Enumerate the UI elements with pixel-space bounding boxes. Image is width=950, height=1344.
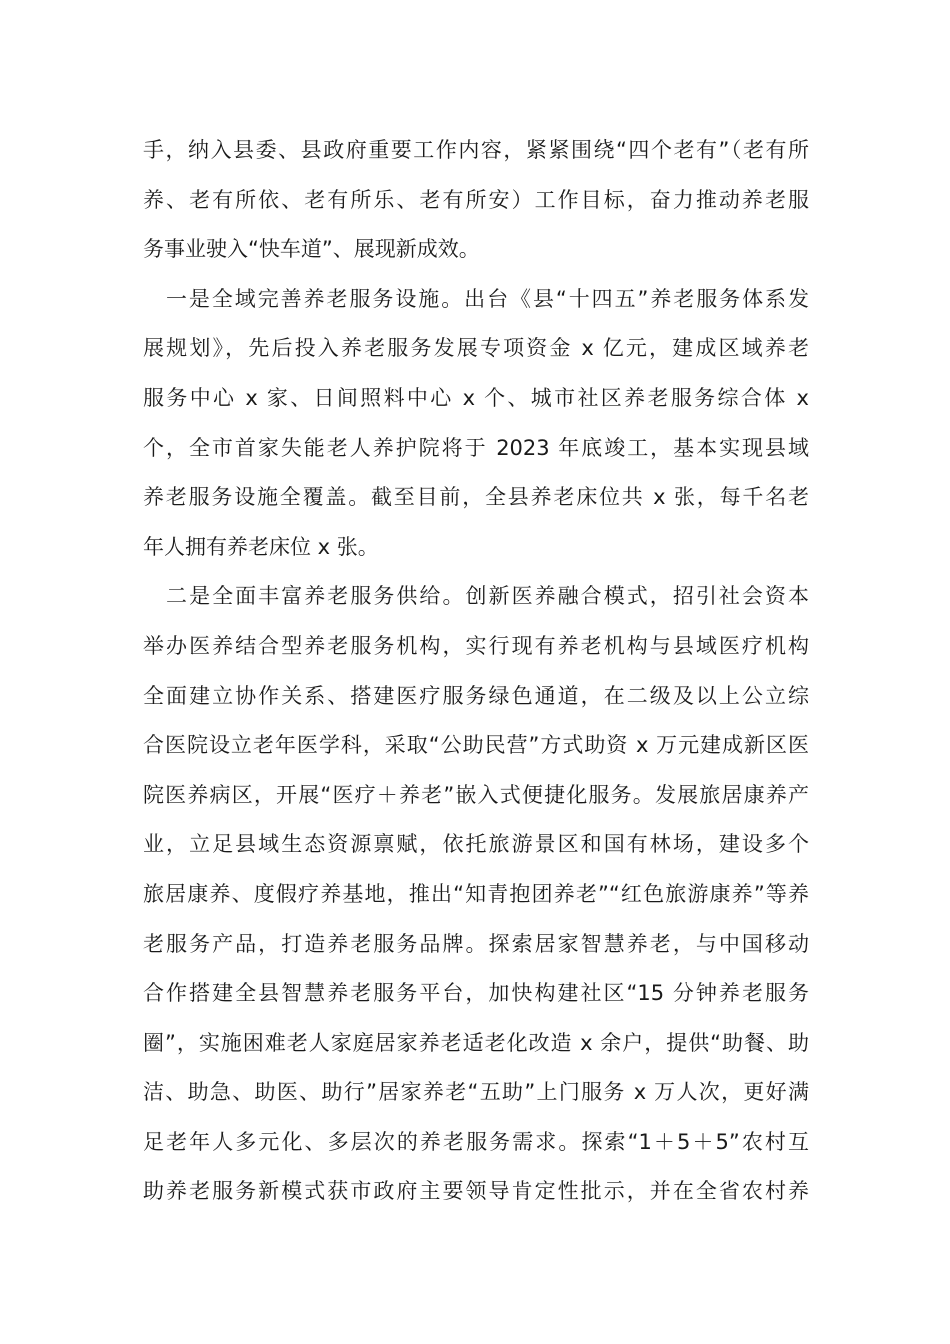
text-line: 洁、助急、助医、助行”居家养老“五助”上门服务 x 万人次，更好满 bbox=[143, 1080, 809, 1105]
text-line: 合作搭建全县智慧养老服务平台，加快构建社区“15 分钟养老服务 bbox=[143, 981, 809, 1006]
text-line: 展规划》，先后投入养老服务发展专项资金 x 亿元，建成区域养老 bbox=[143, 336, 809, 361]
text-line: 服务中心 x 家、日间照料中心 x 个、城市社区养老服务综合体 x bbox=[143, 385, 809, 410]
text-line: 举办医养结合型养老服务机构，实行现有养老机构与县域医疗机构 bbox=[143, 633, 809, 658]
text-line: 养老服务设施全覆盖。截至目前，全县养老床位共 x 张，每千名老 bbox=[143, 485, 809, 510]
text-line: 年人拥有养老床位 x 张。 bbox=[143, 534, 379, 559]
text-line: 老服务产品，打造养老服务品牌。探索居家智慧养老，与中国移动 bbox=[143, 931, 809, 956]
text-line: 养、老有所依、老有所乐、老有所安）工作目标，奋力推动养老服 bbox=[143, 187, 809, 212]
text-line: 全面建立协作关系、搭建医疗服务绿色通道，在二级及以上公立综 bbox=[143, 683, 809, 708]
text-line: 二是全面丰富养老服务供给。创新医养融合模式，招引社会资本 bbox=[143, 584, 809, 609]
text-line: 助养老服务新模式获市政府主要领导肯定性批示，并在全省农村养 bbox=[143, 1179, 809, 1204]
text-line: 合医院设立老年医学科，采取“公助民营”方式助资 x 万元建成新区医 bbox=[143, 733, 809, 758]
text-line: 个，全市首家失能老人养护院将于 2023 年底竣工，基本实现县域 bbox=[143, 435, 809, 460]
text-line: 足老年人多元化、多层次的养老服务需求。探索“1＋5＋5”农村互 bbox=[143, 1129, 809, 1154]
text-line: 圈”，实施困难老人家庭居家养老适老化改造 x 余户，提供“助餐、助 bbox=[143, 1030, 809, 1055]
text-line: 旅居康养、度假疗养基地，推出“知青抱团养老”“红色旅游康养”等养 bbox=[143, 881, 809, 906]
text-line: 院医养病区，开展“医疗＋养老”嵌入式便捷化服务。发展旅居康养产 bbox=[143, 782, 809, 807]
text-line: 手，纳入县委、县政府重要工作内容，紧紧围绕“四个老有”（老有所 bbox=[143, 138, 809, 162]
text-line: 业，立足县域生态资源禀赋，依托旅游景区和国有林场，建设多个 bbox=[143, 832, 809, 857]
text-line: 务事业驶入“快车道”、展现新成效。 bbox=[143, 237, 480, 262]
text-line: 一是全域完善养老服务设施。出台《县“十四五”养老服务体系发 bbox=[143, 286, 809, 311]
body-text bbox=[143, 126, 809, 1217]
